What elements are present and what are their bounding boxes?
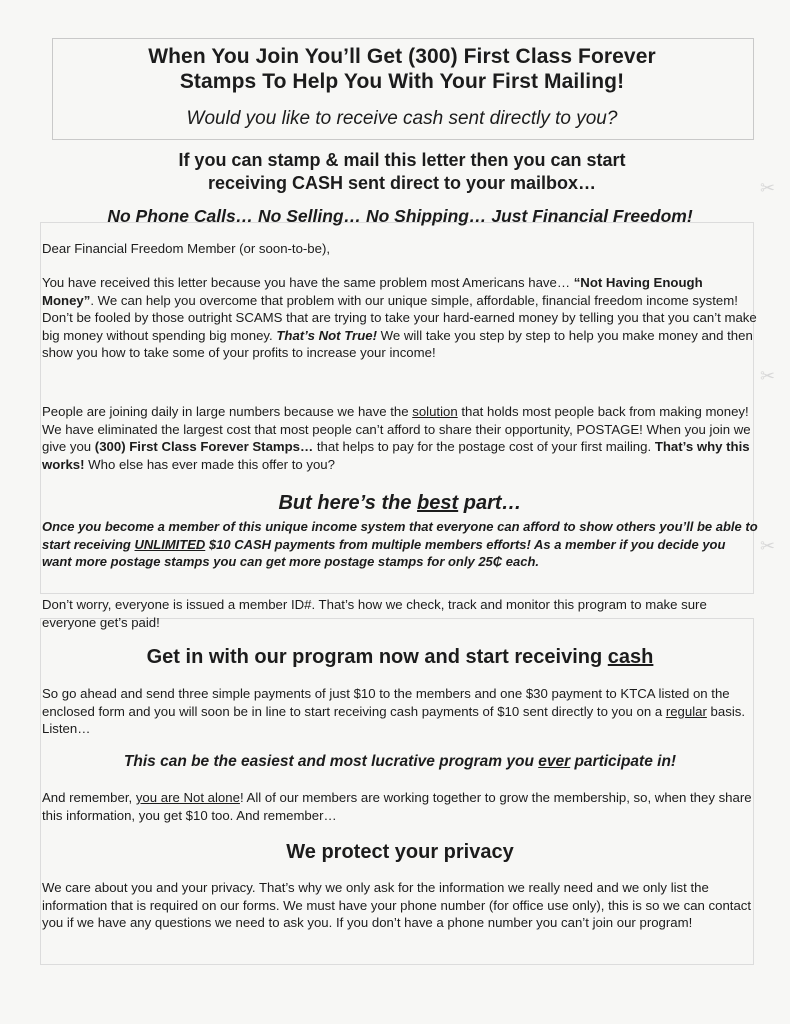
title-line-2: Stamps To Help You With Your First Mailing!	[179, 70, 625, 93]
intro-paragraph	[42, 274, 758, 362]
lead-line-1: If you can stamp & mail this letter then you can start	[178, 150, 626, 170]
easiest-underline: ever	[538, 753, 571, 770]
joining-text-4: Who else has ever made this offer to you?	[84, 456, 335, 472]
joining-text-2: that holds most people back from making money! We have eliminated the largest cost that most people can’t afford to share their opportunity, POSTAGE! When you join we give you	[42, 404, 751, 454]
best-part-paragraph	[42, 518, 758, 571]
intro-text-1: You have received this letter because you have the same problem most Americans have…	[42, 275, 574, 290]
intro-text-3: We will take you step by step to help you make money and then show you how to take some of your profits to increase your income!	[42, 327, 753, 360]
intro-text-2: . We can help you overcome that problem with our unique simple, affordable, financial freedom income system! Don’t be fooled by those outright SCAMS that are trying to take your hard-earned money by telling you that you can’t make big money without spending big money.	[42, 292, 757, 343]
remember-text-1: And remember,	[42, 790, 136, 805]
joining-text-1: People are joining daily in large numbers because we have the	[42, 404, 413, 419]
remember-underline-1: you are Not alone	[135, 790, 240, 805]
payments-underline-1: regular	[665, 703, 707, 719]
remember-text-2: ! All of our members are working together to grow the membership, so, when they share this information, you get $10 too. And remember…	[42, 790, 752, 823]
title-line-1: When You Join You’ll Get (300) First Class Forever	[148, 45, 656, 68]
lead-heading	[52, 149, 752, 195]
salutation: Dear Financial Freedom Member (or soon-to-be),	[42, 241, 331, 256]
scissors-icon: ✂	[760, 366, 776, 386]
joining-text-3: that helps to pay for the postage cost of your first mailing.	[313, 439, 655, 454]
payments-text-2: basis. Listen…	[42, 703, 746, 736]
joining-bold-1: (300) First Class Forever Stamps…	[94, 439, 314, 454]
intro-bold-italic-1: That’s Not True!	[276, 327, 377, 343]
joining-underline-1: solution	[412, 404, 458, 419]
get-in-underline: cash	[607, 646, 654, 668]
payments-text-1: So go ahead and send three simple payments of just $10 to the members and one $30 payment to KTCA listed on the enclosed form and you will soon be in line to start receiving cash payments of $10 sent directly to you on a	[42, 686, 730, 719]
subtitle: Would you like to receive cash sent directly to you?	[186, 108, 618, 129]
page-title	[52, 44, 752, 94]
best-post: part…	[458, 492, 522, 514]
easiest-post: participate in!	[570, 753, 677, 770]
joining-bold-2: That’s why this works!	[42, 439, 750, 472]
scissors-icon: ✂	[760, 178, 776, 198]
lead-line-2: receiving CASH sent direct to your mailbox…	[207, 173, 597, 193]
easiest-pre: This can be the easiest and most lucrative program you	[123, 753, 539, 770]
best-text-2: $10 CASH payments from multiple members efforts! As a member if you decide you want more postage stamps you can get more postage stamps for only 25₵ each.	[42, 536, 726, 569]
intro-bold-1: “Not Having Enough Money”	[42, 275, 703, 308]
easiest-heading	[42, 753, 758, 771]
member-id-paragraph: Don’t worry, everyone is issued a member ID#. That’s how we check, track and monitor this program to make sure everyone get’s paid!	[42, 597, 707, 630]
joining-paragraph	[42, 403, 758, 473]
scissors-icon: ✂	[760, 536, 776, 556]
best-underline: best	[417, 492, 459, 514]
best-underline-1: UNLIMITED	[134, 536, 206, 552]
best-text-1: Once you become a member of this unique income system that everyone can afford to show others you’ll be able to start receiving	[42, 519, 758, 552]
remember-paragraph	[42, 789, 758, 824]
payments-paragraph	[42, 685, 758, 738]
privacy-paragraph: We care about you and your privacy. That’s why we only ask for the information we really need and we only list the information that is required on our forms. We must have your phone number (for office use only), this is so we can contact you if we have any questions we need to ask you. If you don’t have a phone number you can’t join our program!	[42, 880, 752, 930]
get-in-heading	[42, 646, 758, 669]
tagline: No Phone Calls… No Selling… No Shipping… Just Financial Freedom!	[107, 206, 693, 226]
best-part-heading	[42, 492, 758, 515]
privacy-heading: We protect your privacy	[286, 841, 514, 863]
best-pre: But here’s the	[278, 492, 418, 514]
get-in-pre: Get in with our program now and start receiving	[146, 646, 608, 668]
